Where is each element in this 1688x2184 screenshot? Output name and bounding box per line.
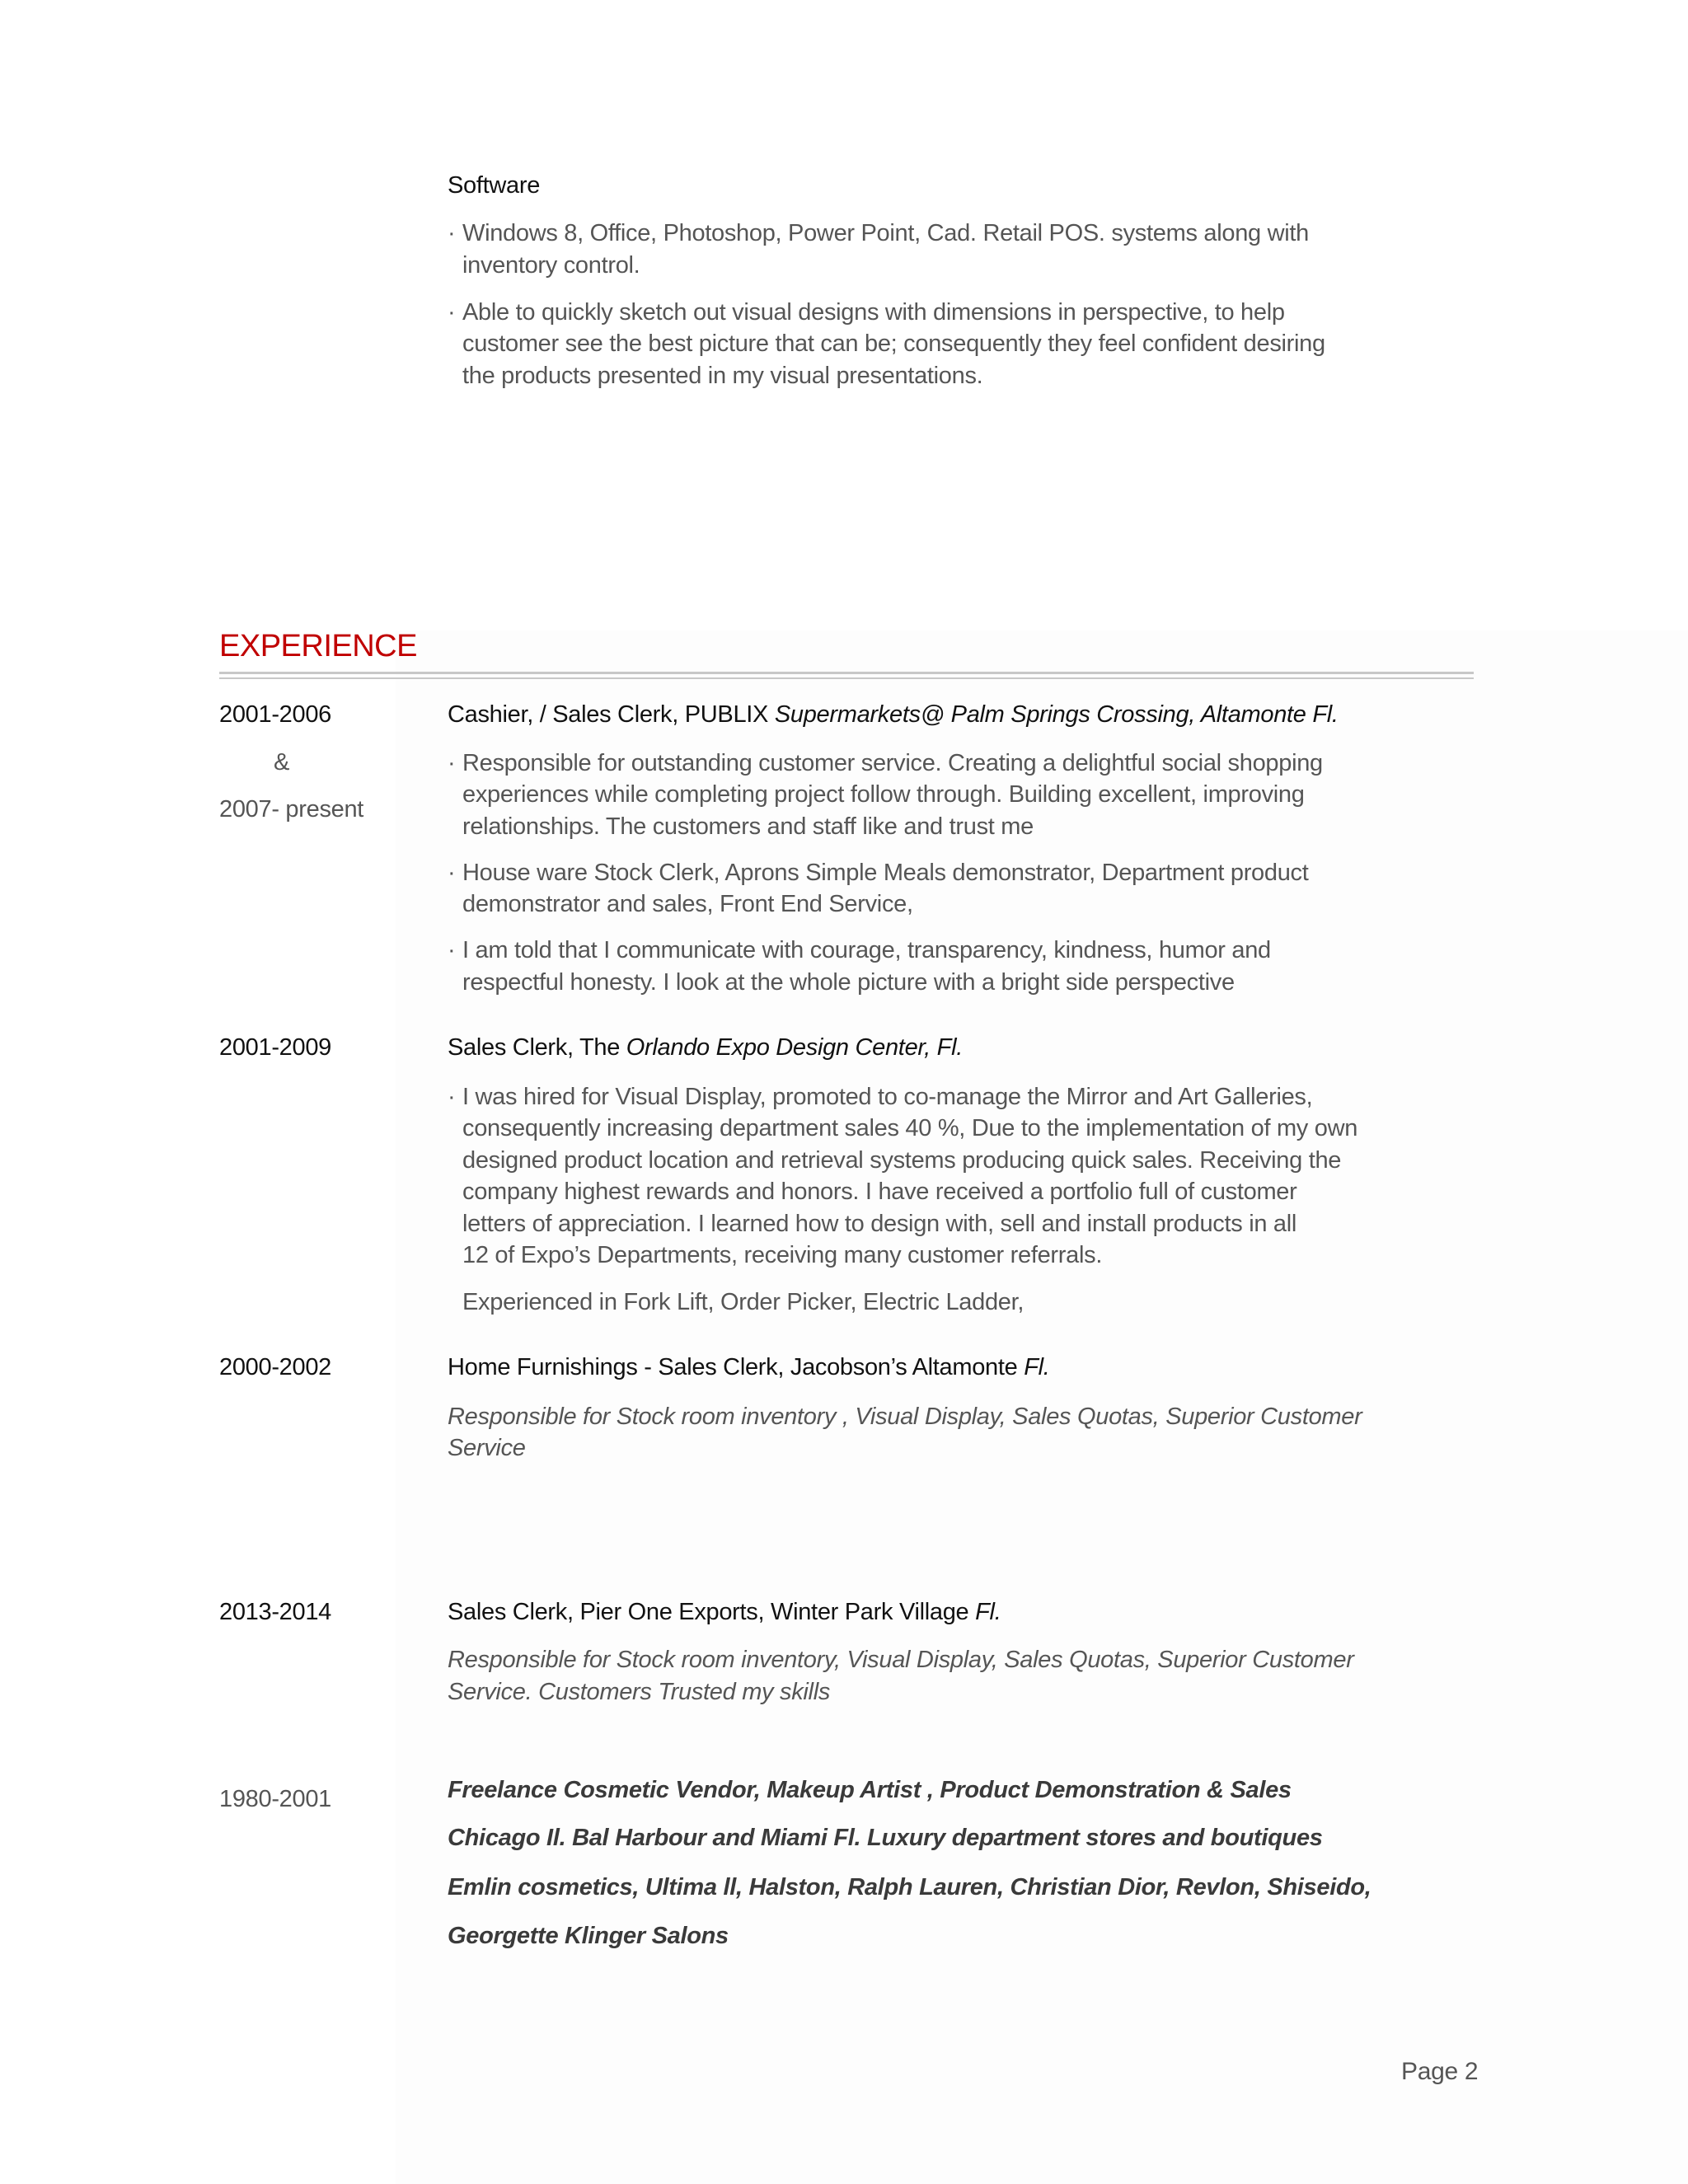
job-1-years-2: 2007- present bbox=[219, 796, 364, 823]
job-1-bullet-1-line-2: experiences while completing project follow through. Building excellent, improving bbox=[462, 781, 1305, 808]
job-1-bullet-3-line-1: · I am told that I communicate with courage, transparency, kindness, humor and bbox=[462, 935, 1271, 967]
job-4-title bbox=[448, 1596, 1001, 1629]
experience-heading: EXPERIENCE bbox=[219, 629, 417, 663]
job-1-title-italic: Supermarkets@ Palm Springs Crossing, Altamonte Fl. bbox=[774, 701, 1339, 728]
job-3-title bbox=[448, 1352, 1050, 1384]
job-5-line-1: Freelance Cosmetic Vendor, Makeup Artist , Product Demonstration & Sales bbox=[448, 1777, 1292, 1803]
heading-rule bbox=[219, 672, 1474, 674]
heading-rule-secondary bbox=[219, 677, 1474, 679]
job-1-bullet-1-line-3: relationships. The customers and staff like and trust me bbox=[462, 813, 1034, 840]
job-1-bullet-3-line-2: respectful honesty. I look at the whole picture with a bright side perspective bbox=[462, 969, 1235, 996]
job-1-bullet-2-line-2: demonstrator and sales, Front End Service, bbox=[462, 891, 913, 917]
job-1-ampersand: & bbox=[274, 749, 290, 776]
software-bullet-2-line-1: · Able to quickly sketch out visual designs with dimensions in perspective, to help bbox=[462, 297, 1285, 329]
job-4-desc-line-2: Service. Customers Trusted my skills bbox=[448, 1679, 831, 1705]
job-4-title-italic: Fl. bbox=[975, 1599, 1001, 1625]
software-bullet-2-line-3: the products presented in my visual presentations. bbox=[462, 363, 983, 389]
job-5-line-4: Georgette Klinger Salons bbox=[448, 1923, 729, 1949]
page-number: Page 2 bbox=[1401, 2058, 1479, 2085]
job-4-desc-line-1: Responsible for Stock room inventory, Visual Display, Sales Quotas, Superior Customer bbox=[448, 1647, 1354, 1673]
software-heading: Software bbox=[448, 172, 541, 199]
job-3-years: 2000-2002 bbox=[219, 1354, 331, 1380]
job-2-title-text: Sales Clerk, The bbox=[448, 1034, 626, 1061]
job-2-extra: Experienced in Fork Lift, Order Picker, Electric Ladder, bbox=[462, 1289, 1025, 1315]
job-5-line-3: Emlin cosmetics, Ultima ll, Halston, Ralph Lauren, Christian Dior, Revlon, Shiseido, bbox=[448, 1874, 1372, 1900]
job-4-title-text: Sales Clerk, Pier One Exports, Winter Park Village bbox=[448, 1599, 976, 1625]
job-1-bullet-2-line-1: · House ware Stock Clerk, Aprons Simple Meals demonstrator, Department product bbox=[462, 857, 1309, 889]
job-2-title bbox=[448, 1032, 963, 1064]
job-3-desc-line-2: Service bbox=[448, 1435, 526, 1461]
job-5-years: 1980-2001 bbox=[219, 1786, 331, 1812]
job-2-bullet-line-2: consequently increasing department sales 40 %, Due to the implementation of my own bbox=[462, 1115, 1358, 1141]
job-5-line-2: Chicago Il. Bal Harbour and Miami Fl. Luxury department stores and boutiques bbox=[448, 1825, 1323, 1851]
software-bullet-2-line-2: customer see the best picture that can be; consequently they feel confident desiring bbox=[462, 330, 1325, 357]
job-2-bullet-line-4: company highest rewards and honors. I have received a portfolio full of customer bbox=[462, 1179, 1297, 1205]
job-3-desc-line-1: Responsible for Stock room inventory , Visual Display, Sales Quotas, Superior Customer bbox=[448, 1404, 1362, 1430]
job-2-bullet-line-3: designed product location and retrieval systems producing quick sales. Receiving the bbox=[462, 1147, 1342, 1174]
job-1-bullet-1-line-1: · Responsible for outstanding customer service. Creating a delightful social shopping bbox=[462, 748, 1323, 780]
job-4-years: 2013-2014 bbox=[219, 1599, 331, 1625]
software-bullet-1-line-2: inventory control. bbox=[462, 252, 640, 279]
job-3-title-text: Home Furnishings - Sales Clerk, Jacobson’s Altamonte bbox=[448, 1354, 1025, 1380]
job-2-bullet-line-1: · I was hired for Visual Display, promoted to co-manage the Mirror and Art Galleries, bbox=[462, 1081, 1312, 1113]
job-1-title bbox=[448, 699, 1339, 731]
job-2-years: 2001-2009 bbox=[219, 1034, 331, 1061]
job-1-title-text: Cashier, / Sales Clerk, PUBLIX bbox=[448, 701, 775, 728]
job-2-title-italic: Orlando Expo Design Center, Fl. bbox=[626, 1034, 963, 1061]
job-2-bullet-line-5: letters of appreciation. I learned how to design with, sell and install products in all bbox=[462, 1211, 1297, 1237]
job-1-years: 2001-2006 bbox=[219, 701, 331, 728]
job-2-bullet-line-6: 12 of Expo’s Departments, receiving many customer referrals. bbox=[462, 1242, 1103, 1268]
software-bullet-1-line-1: · Windows 8, Office, Photoshop, Power Point, Cad. Retail POS. systems along with bbox=[462, 218, 1309, 250]
job-3-title-italic: Fl. bbox=[1024, 1354, 1050, 1380]
